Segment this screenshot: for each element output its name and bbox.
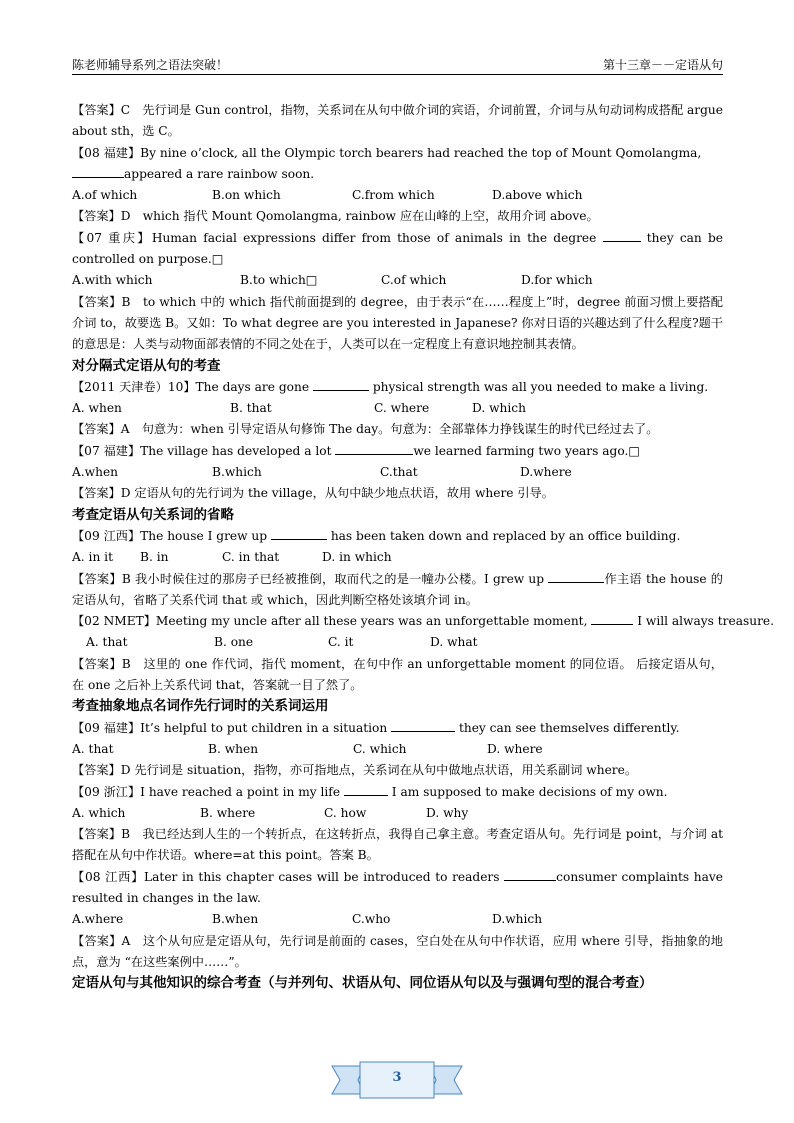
question-text: 【08 福建】By nine o’clock, all the Olympic torch bearers had reached the top of Mount Qomolangma, [72,145,702,160]
answer-paragraph: 【答案】A 这个从句应是定语从句，先行词是前面的 cases，空白处在从句中作状语，应用 where 引导，指抽象的地点，意为 “在这些案例中……”。 [72,933,723,969]
question-text: 【09 浙江】I have reached a point in my life I am supposed to make decisions of my own. [72,782,723,803]
options-row [72,547,723,568]
options-row [72,909,723,930]
answer-paragraph: 【答案】B to which 中的 which 指代前面提到的 degree，由于表示“在……程度上”时，degree 前面习惯上要搭配介词 to，故要选 B。又如：To what degree are you interested in Japanese? 你对日语的兴趣达到了什么程度?题干的意思是：人类与动物面部表情的不同之处在于，人类可以在一定程度上有意识地控制其表情。 [72,294,723,352]
answer-paragraph: 【答案】B 我已经达到人生的一个转折点，在这转折点，我得自己拿主意。考查定语从句。先行词是 point，与介词 at 搭配在从句中作状语。where=at this point。答案 B。 [72,827,723,863]
page-number: 3 [392,1070,402,1085]
option-b: B. in [140,550,169,565]
option-b: B. one [214,635,254,650]
option-d: D.where [520,465,572,480]
option-a: A. which [72,805,126,820]
option-a: A. that [72,741,114,756]
question-text: 【09 福建】It’s helpful to put children in a situation they can see themselves differently. [72,718,723,739]
option-b: B.to which□ [240,273,318,288]
option-a: A.with which [72,273,153,288]
option-c: C.that [380,465,418,480]
option-c: C. it [328,635,354,650]
option-d: D. in which [322,550,392,565]
question-text: 【07 福建】The village has developed a lot we learned farming two years ago.□ [72,441,723,462]
header-chapter-title: 第十三章－－定语从句 [602,58,723,72]
option-c: C.of which [381,273,447,288]
question-text: 【2011 天津卷）10】The days are gone physical strength was all you needed to make a living. [72,377,723,398]
answer-paragraph: 【答案】B 这里的 one 作代词，指代 moment，在句中作 an unforgettable moment 的同位语。 后接定语从句，在 one 之后补上关系代词 that，答案就一目了然了。 [72,656,723,693]
option-a: A.where [72,912,124,927]
option-b: B.on which [212,188,281,203]
options-row [72,398,723,419]
option-d: D. why [426,805,469,820]
answer-paragraph: 【答案】D 定语从句的先行词为 the village，从句中缺少地点状语，故用 where 引导。 [72,486,554,501]
options-row [72,270,723,291]
question-text: 【02 NMET】Meeting my uncle after all these years was an unforgettable moment, I will always treasure. [72,611,723,632]
option-a: A. when [72,401,122,416]
answer-paragraph: 【答案】B 我小时候住过的那房子已经被推倒，取而代之的是一幢办公楼。I grew up 作主语 the house 的定语从句，省略了关系代词 that 或 which，因此判断空格处该填介词 in。 [72,569,723,612]
option-b: B.when [212,912,259,927]
option-d: D.above which [492,188,583,203]
question-text: 【07 重庆】Human facial expressions differ from those of animals in the degree they can be controlled on purpose.□ [72,228,723,271]
option-c: C. where [374,401,430,416]
header-series-title: 陈老师辅导系列之语法突破！ [72,58,229,72]
page-body [72,100,774,994]
answer-paragraph: 【答案】D 先行词是 situation，指物，亦可指地点，关系词在从句中做地点状语，用关系副词 where。 [72,763,638,778]
option-d: D.which [492,912,543,927]
option-a: A.when [72,465,119,480]
section-heading: 考查抽象地点名词作先行词时的关系词运用 [72,698,329,715]
option-b: B. that [230,401,272,416]
option-d: D. what [430,635,478,650]
question-text: 【08 江西】Later in this chapter cases will be introduced to readers consumer complaints have resulted in changes in the law. [72,867,723,910]
option-b: B. where [200,805,256,820]
option-b: B.which [212,465,262,480]
option-c: C.from which [352,188,435,203]
options-row [72,803,723,824]
answer-paragraph: 【答案】C 先行词是 Gun control，指物，关系词在从句中做介词的宾语，介词前置，介词与从句动词构成搭配 argue about sth，选 C。 [72,103,723,139]
option-a: A.of which [72,188,138,203]
option-b: B. when [208,741,259,756]
option-c: C. in that [222,550,280,565]
options-row [72,632,723,653]
section-heading: 定语从句与其他知识的综合考查（与并列句、状语从句、同位语从句以及与强调句型的混合考查） [72,975,653,992]
page-header [72,54,723,75]
option-c: C. how [324,805,367,820]
option-a: A. in it [72,550,113,565]
options-row [72,462,723,483]
option-c: C. which [353,741,407,756]
section-heading: 考查定语从句关系词的省略 [72,506,234,523]
section-heading: 对分隔式定语从句的考查 [72,357,221,374]
option-d: D.for which [521,273,593,288]
option-c: C.who [352,912,391,927]
option-d: D. which [472,401,526,416]
options-row [72,185,723,206]
answer-paragraph: 【答案】A 句意为：when 引导定语从句修饰 The day。句意为：全部靠体力挣钱谋生的时代已经过去了。 [72,422,659,437]
option-a: A. that [86,635,128,650]
option-d: D. where [487,741,543,756]
question-text: 【09 江西】The house I grew up has been taken down and replaced by an office building. [72,526,723,547]
question-text: appeared a rare rainbow soon. [72,164,723,185]
answer-paragraph: 【答案】D which 指代 Mount Qomolangma, rainbow 应在山峰的上空，故用介词 above。 [72,209,599,224]
options-row [72,739,723,760]
page-number-ribbon [330,1058,464,1102]
